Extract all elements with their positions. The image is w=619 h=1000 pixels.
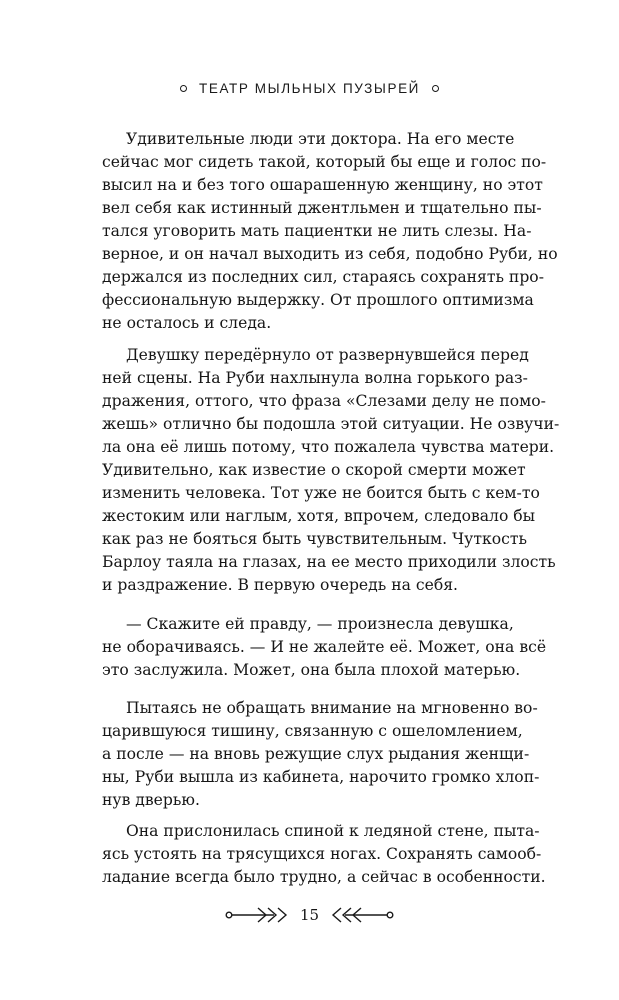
running-title: ТЕАТР МЫЛЬНЫХ ПУЗЫРЕЙ xyxy=(199,80,420,96)
text-line: Девушку передёрнуло от развернувшейся перед xyxy=(126,346,529,364)
text-line: и раздражение. В первую очередь на себя. xyxy=(102,576,458,594)
page-footer xyxy=(0,902,619,928)
text-line: не осталось и следа. xyxy=(102,314,272,332)
text-line: ней сцены. На Руби нахлынула волна горького раз- xyxy=(102,369,528,387)
text-line: ладание всегда было трудно, а сейчас в особенности. xyxy=(102,868,546,886)
text-line: верное, и он начал выходить из себя, подобно Руби, но xyxy=(102,245,558,263)
text-line: ясь устоять на трясущихся ногах. Сохранять самооб- xyxy=(102,845,542,863)
text-line: фессиональную выдержку. От прошлого оптимизма xyxy=(102,291,534,309)
text-line: Удивительно, как известие о скорой смерти может xyxy=(102,461,526,479)
text-line: как раз не бояться быть чувствительным. Чуткость xyxy=(102,530,527,548)
text-line: а после — на вновь режущие слух рыдания женщи- xyxy=(102,745,530,763)
text-line: Пытаясь не обращать внимание на мгновенно во- xyxy=(126,699,538,717)
text-line: царившуюся тишину, связанную с ошеломлением, xyxy=(102,722,523,740)
text-line: дражения, оттого, что фраза «Слезами делу не помо- xyxy=(102,392,546,410)
arrow-right-ornament-icon xyxy=(224,905,294,925)
running-header xyxy=(0,76,619,100)
text-line: держался из последних сил, стараясь сохранять про- xyxy=(102,268,544,286)
ring-ornament-icon xyxy=(180,85,187,92)
text-line: это заслужила. Может, она была плохой матерью. xyxy=(102,661,521,679)
text-line: изменить человека. Тот уже не боится быть с кем-то xyxy=(102,484,540,502)
text-line: не оборачиваясь. — И не жалейте её. Может, она всё xyxy=(102,638,547,656)
text-line: ла она её лишь потому, что пожалела чувства матери. xyxy=(102,438,555,456)
ring-ornament-icon xyxy=(432,85,439,92)
text-line: Удивительные люди эти доктора. На его месте xyxy=(126,130,515,148)
text-line: жестоким или наглым, хотя, впрочем, следовало бы xyxy=(102,507,536,525)
text-line: нув дверью. xyxy=(102,791,200,809)
text-line: вел себя как истинный джентльмен и тщательно пы- xyxy=(102,199,542,217)
text-line: тался уговорить мать пациентки не лить слезы. На- xyxy=(102,222,532,240)
text-line: Она прислонилась спиной к ледяной стене, пыта- xyxy=(126,822,540,840)
page-number: 15 xyxy=(299,906,320,924)
text-line: высил на и без того ошарашенную женщину, но этот xyxy=(102,176,543,194)
text-line: сейчас мог сидеть такой, который бы еще и голос по- xyxy=(102,153,547,171)
text-line: ны, Руби вышла из кабинета, нарочито громко хлоп- xyxy=(102,768,540,786)
text-line: — Скажите ей правду, — произнесла девушка, xyxy=(126,615,514,633)
arrow-left-ornament-icon xyxy=(325,905,395,925)
text-line: жешь» отлично бы подошла этой ситуации. Не озвучи- xyxy=(102,415,560,433)
text-line: Барлоу таяла на глазах, на ее место приходили злость xyxy=(102,553,556,571)
